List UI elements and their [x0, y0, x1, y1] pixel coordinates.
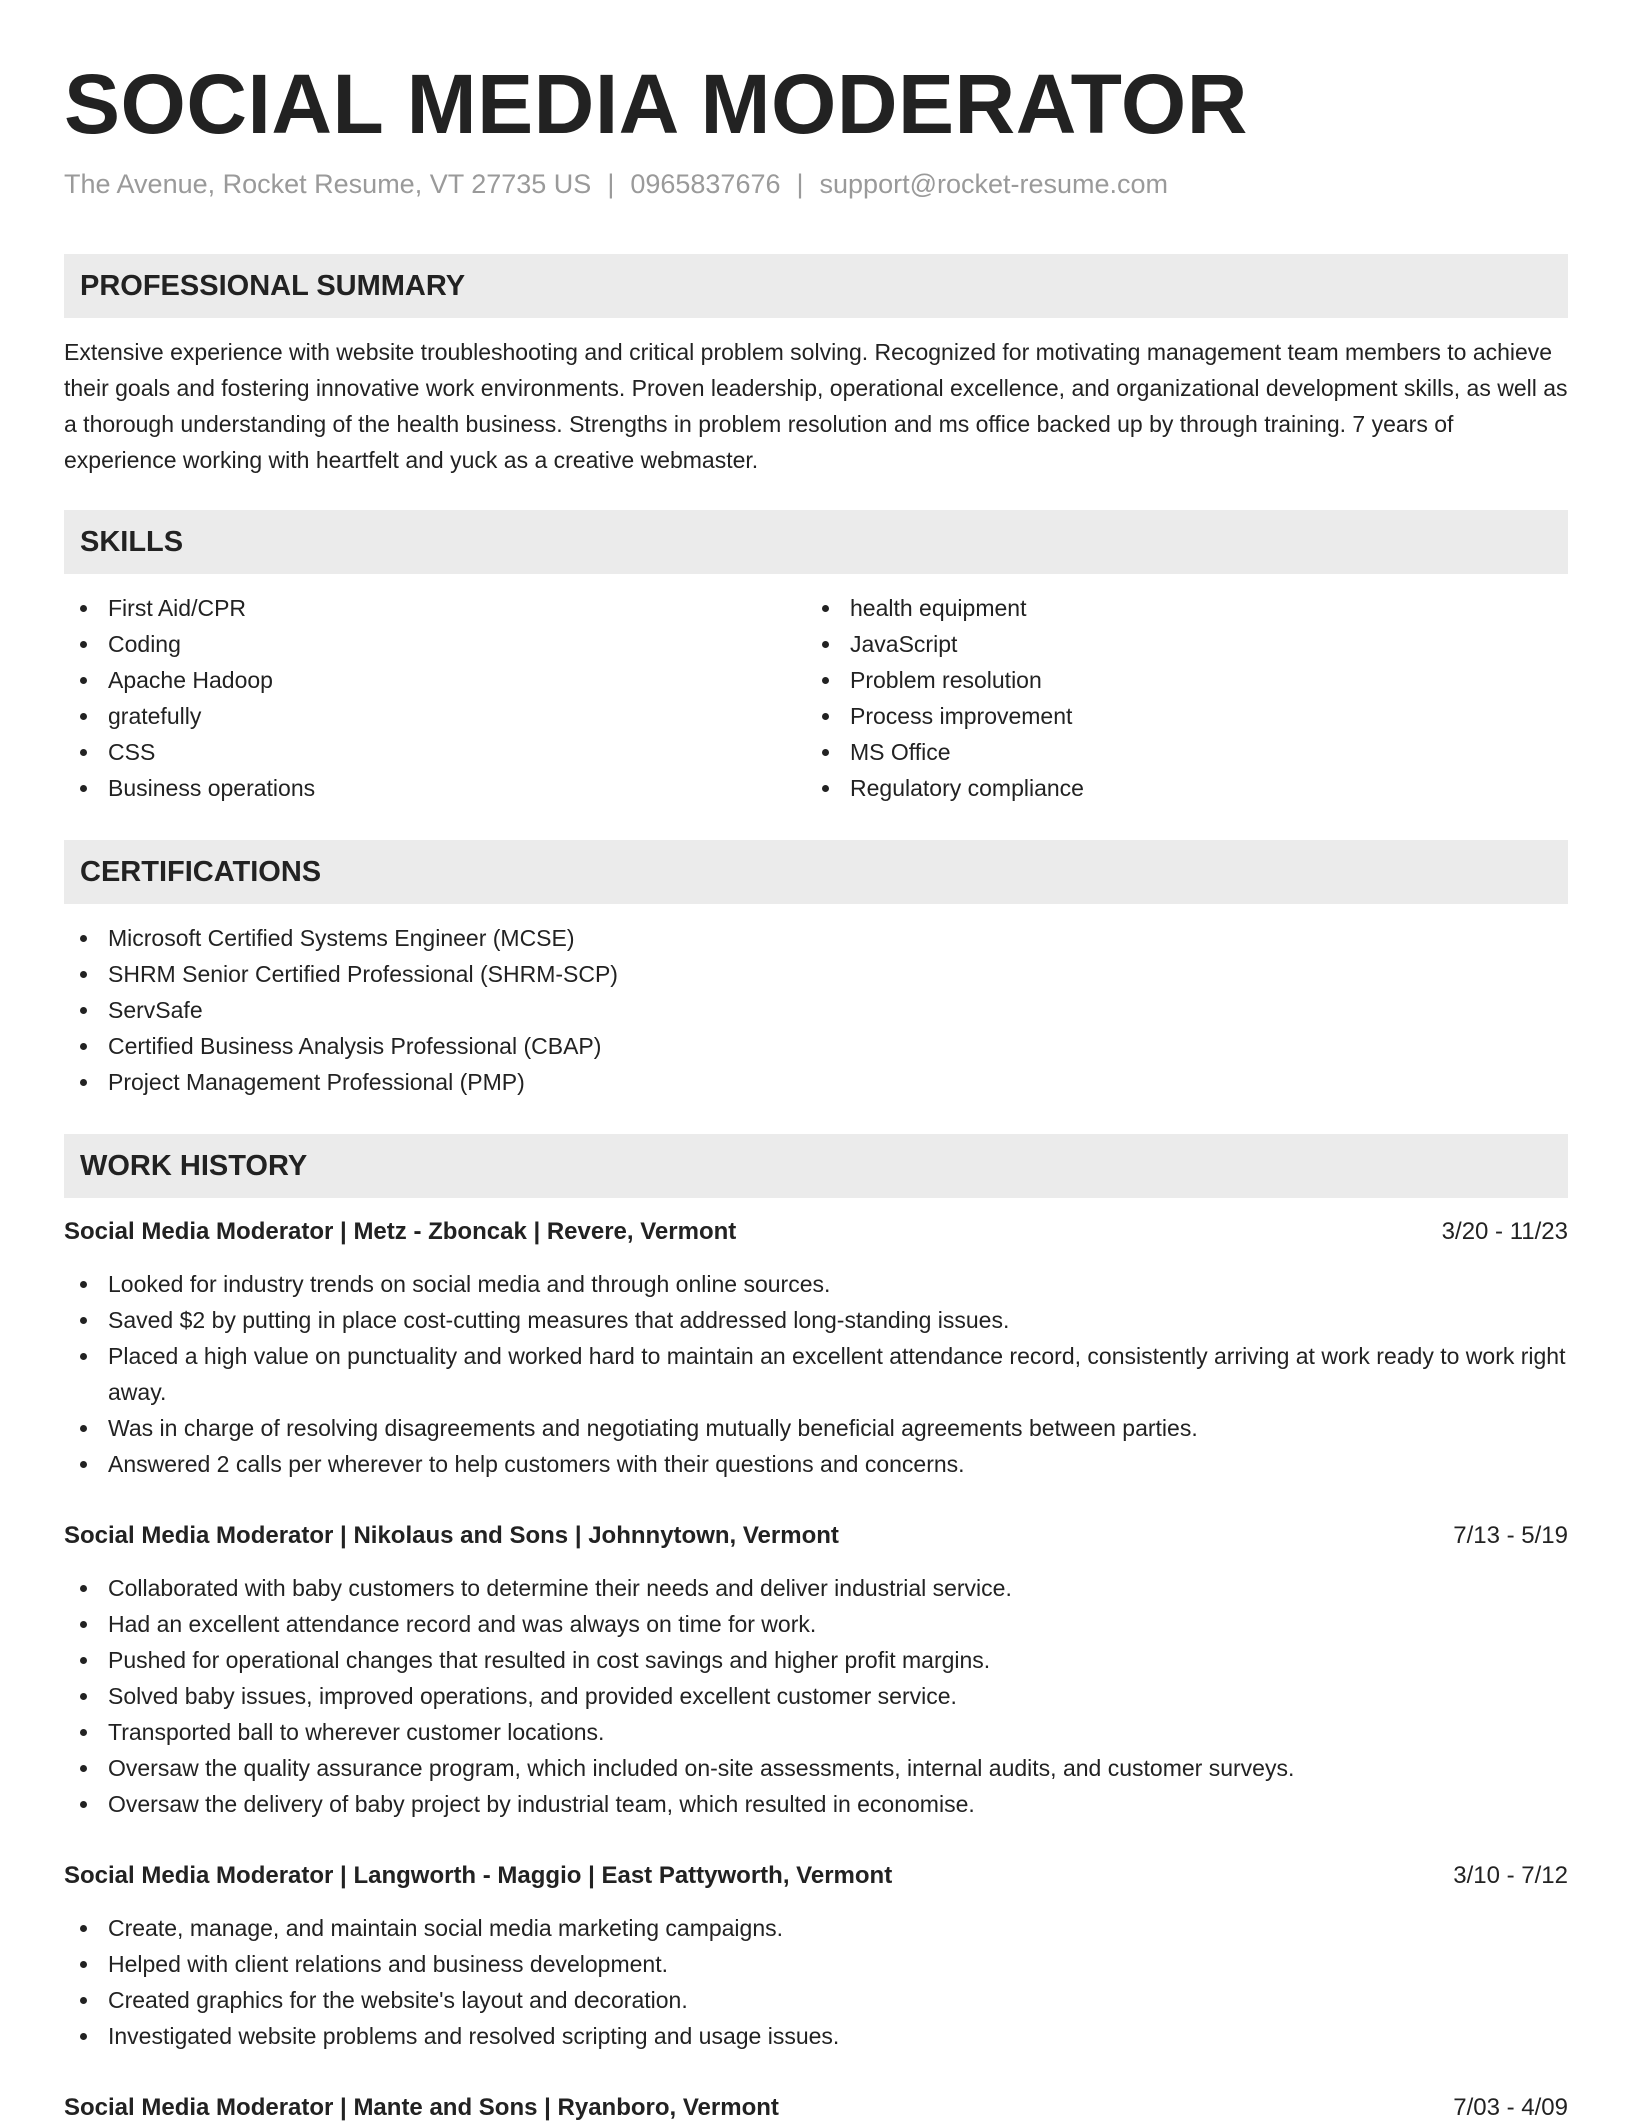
skills-column-right: [806, 590, 1546, 806]
job-entry: [64, 2090, 1568, 2126]
summary-text: Extensive experience with website troubleshooting and critical problem solving. Recognized for motivating management team members to achieve their goals and fostering innovative work environments. Proven leadership, operational excellence, and organizational development skills, as well as a thorough understanding of the health business. Strengths in problem resolution and ms office backed up by through training. 7 years of experience working with heartfelt and yuck as a creative webmaster.: [64, 339, 1568, 473]
job-duty-item: Helped with client relations and business development.: [64, 1946, 1568, 1982]
job-dates: 3/10 - 7/12: [1453, 1862, 1568, 1889]
job-title: Social Media Moderator | Mante and Sons | Ryanboro, Vermont: [64, 2094, 779, 2121]
job-duty-item: Was in charge of resolving disagreements and negotiating mutually beneficial agreements between parties.: [64, 1410, 1568, 1446]
job-duty-item: Collaborated with baby customers to determine their needs and deliver industrial service.: [64, 1570, 1568, 1606]
job-duty-item: Investigated website problems and resolved scripting and usage issues.: [64, 2018, 1568, 2054]
candidate-name: SOCIAL MEDIA MODERATOR: [64, 57, 1248, 151]
job-title: Social Media Moderator | Langworth - Maggio | East Pattyworth, Vermont: [64, 1862, 893, 1889]
section-heading-skills: SKILLS: [64, 510, 1568, 574]
job-header: [64, 1518, 1568, 1554]
job-duty-item: Had an excellent attendance record and was always on time for work.: [64, 1606, 1568, 1642]
section-heading-certifications: CERTIFICATIONS: [64, 840, 1568, 904]
job-entry: [64, 1858, 1568, 2054]
skill-item: Business operations: [64, 770, 804, 806]
skills-column-left: [64, 590, 804, 806]
job-entry: [64, 1214, 1568, 1482]
section-heading-summary: PROFESSIONAL SUMMARY: [64, 254, 1568, 318]
skill-item: Coding: [64, 626, 804, 662]
job-duties-list: [64, 1910, 1568, 2054]
job-dates: 7/13 - 5/19: [1453, 1522, 1568, 1549]
job-duty-item: Pushed for operational changes that resulted in cost savings and higher profit margins.: [64, 1642, 1568, 1678]
skill-item: Process improvement: [806, 698, 1546, 734]
certification-item: SHRM Senior Certified Professional (SHRM-SCP): [64, 956, 1568, 992]
job-duty-item: Solved baby issues, improved operations, and provided excellent customer service.: [64, 1678, 1568, 1714]
skill-item: health equipment: [806, 590, 1546, 626]
skills-list-right: [806, 590, 1546, 806]
job-duty-item: Create, manage, and maintain social media marketing campaigns.: [64, 1910, 1568, 1946]
job-title: Social Media Moderator | Metz - Zboncak | Revere, Vermont: [64, 1218, 737, 1245]
job-duty-item: Placed a high value on punctuality and worked hard to maintain an excellent attendance record, consistently arriving at work ready to work right away.: [64, 1338, 1568, 1410]
job-duty-item: Oversaw the quality assurance program, which included on-site assessments, internal audits, and customer surveys.: [64, 1750, 1568, 1786]
job-duty-item: Answered 2 calls per wherever to help customers with their questions and concerns.: [64, 1446, 1568, 1482]
job-header: [64, 2090, 1568, 2126]
job-duty-item: Saved $2 by putting in place cost-cutting measures that addressed long-standing issues.: [64, 1302, 1568, 1338]
skill-item: JavaScript: [806, 626, 1546, 662]
certification-item: Project Management Professional (PMP): [64, 1064, 1568, 1100]
job-duty-item: Created graphics for the website's layout and decoration.: [64, 1982, 1568, 2018]
job-duty-item: Looked for industry trends on social media and through online sources.: [64, 1266, 1568, 1302]
contact-address: The Avenue, Rocket Resume, VT 27735 US: [64, 169, 592, 199]
skill-item: gratefully: [64, 698, 804, 734]
skill-item: Regulatory compliance: [806, 770, 1546, 806]
certification-item: Certified Business Analysis Professional (CBAP): [64, 1028, 1568, 1064]
job-entry: [64, 1518, 1568, 1822]
skills-list-left: [64, 590, 804, 806]
contact-email: support@rocket-resume.com: [819, 169, 1169, 199]
job-dates: 3/20 - 11/23: [1441, 1218, 1568, 1245]
job-duty-item: Transported ball to wherever customer locations.: [64, 1714, 1568, 1750]
certifications-block: [64, 920, 1568, 1100]
job-duties-list: [64, 1266, 1568, 1482]
job-title: Social Media Moderator | Nikolaus and Sons | Johnnytown, Vermont: [64, 1522, 839, 1549]
section-heading-work-history: WORK HISTORY: [64, 1134, 1568, 1198]
skill-item: Apache Hadoop: [64, 662, 804, 698]
skill-item: CSS: [64, 734, 804, 770]
skill-item: Problem resolution: [806, 662, 1546, 698]
job-duties-list: [64, 1570, 1568, 1822]
job-duty-item: Oversaw the delivery of baby project by industrial team, which resulted in economise.: [64, 1786, 1568, 1822]
certification-item: ServSafe: [64, 992, 1568, 1028]
job-header: [64, 1214, 1568, 1250]
contact-separator: |: [796, 169, 804, 199]
skill-item: First Aid/CPR: [64, 590, 804, 626]
contact-separator: |: [607, 169, 615, 199]
contact-phone: 0965837676: [630, 169, 781, 199]
skill-item: MS Office: [806, 734, 1546, 770]
certifications-list: [64, 920, 1568, 1100]
job-dates: 7/03 - 4/09: [1453, 2094, 1568, 2121]
contact-line: [64, 166, 1168, 202]
certification-item: Microsoft Certified Systems Engineer (MCSE): [64, 920, 1568, 956]
job-header: [64, 1858, 1568, 1894]
